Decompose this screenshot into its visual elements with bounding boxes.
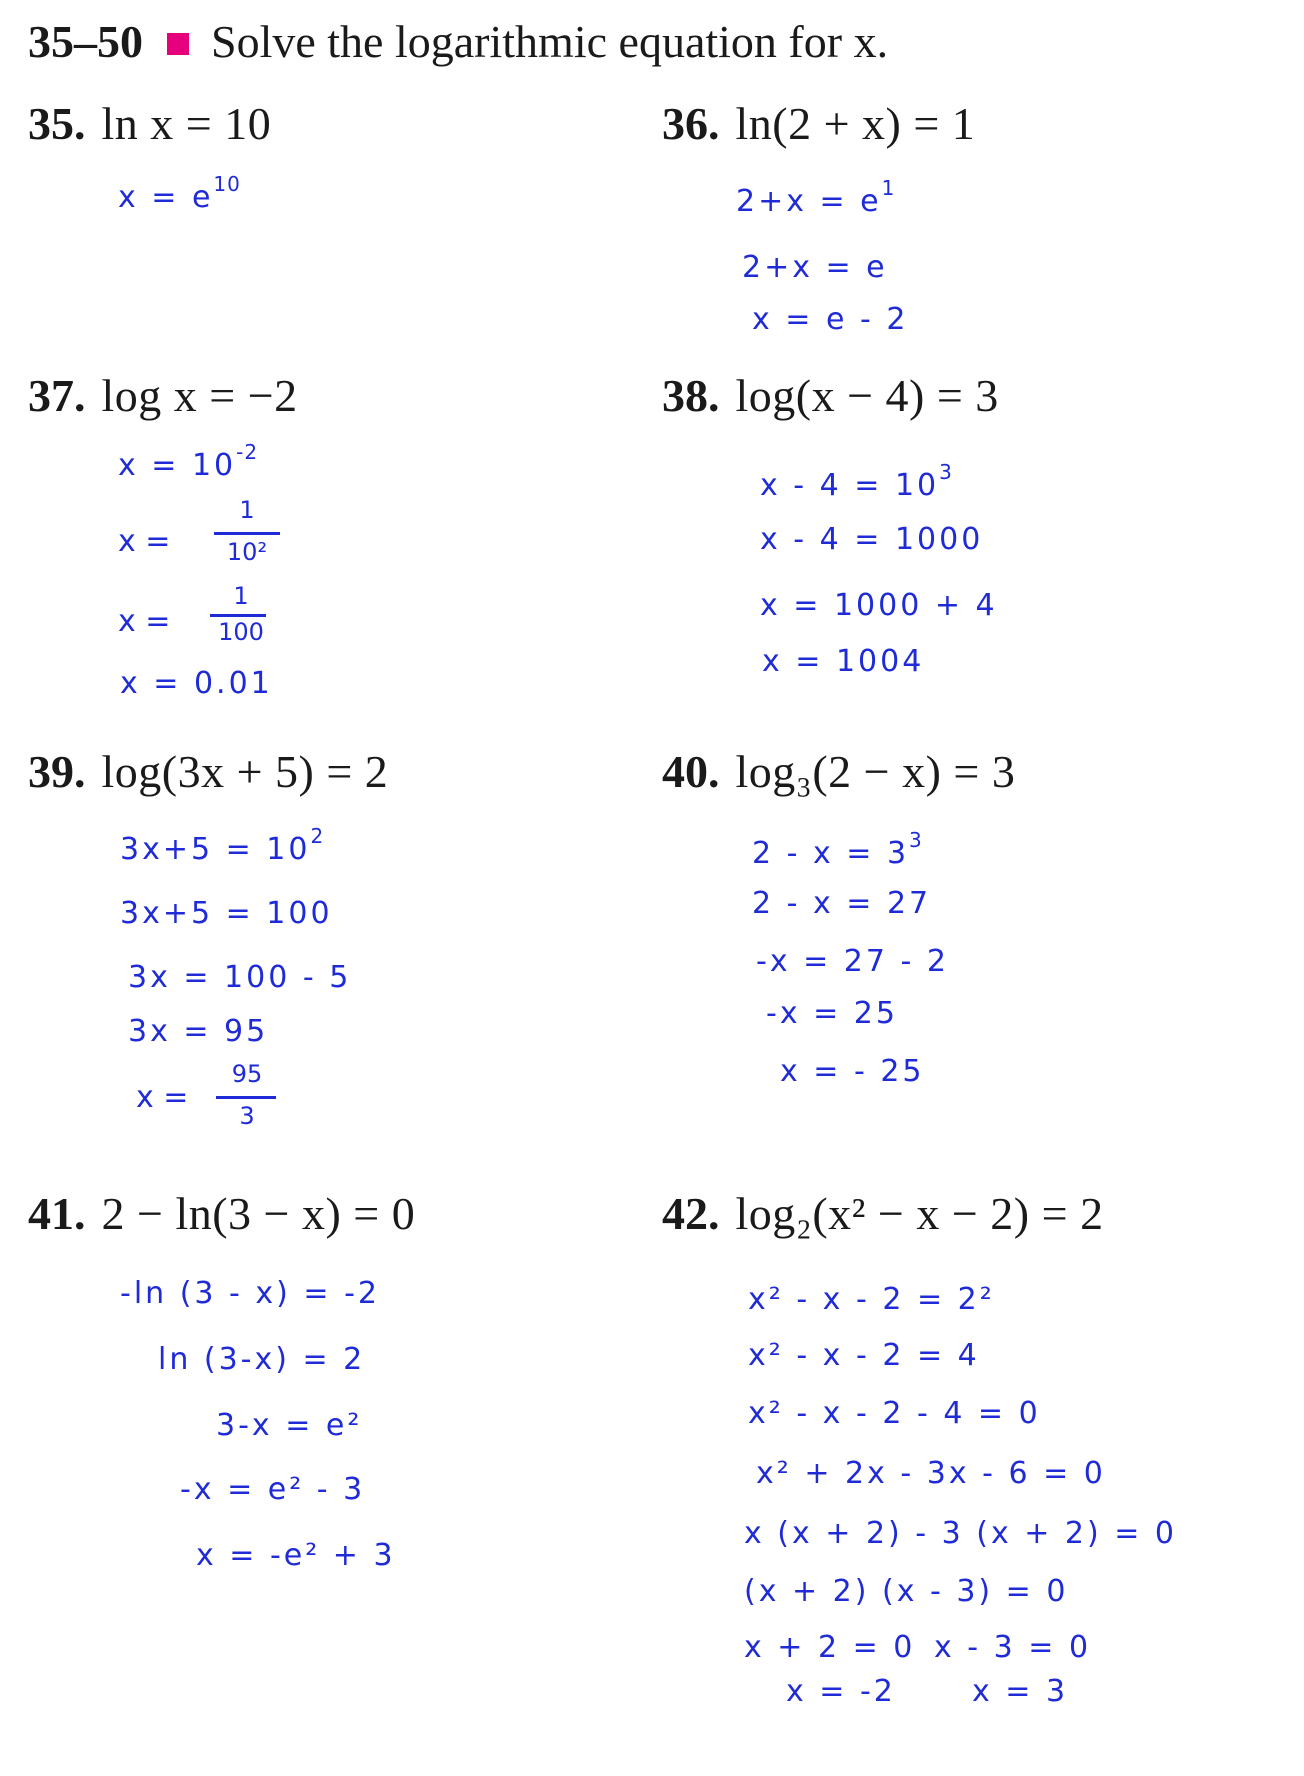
problem-equation: log(x − 4) = 3 — [735, 370, 999, 421]
problem-equation: log₃(2 − x) = 3 — [735, 746, 1016, 797]
work-step: x² + 2x - 3x - 6 = 0 — [756, 1456, 1106, 1491]
magenta-square-icon — [167, 33, 189, 55]
problem-number: 42. — [662, 1188, 720, 1239]
work-step: 3x = 95 — [128, 1014, 269, 1049]
work-step: x² - x - 2 = 2² — [748, 1282, 995, 1317]
work-step: $x = e^{10}$ — [118, 172, 241, 215]
work-step: $3x+5 = 10^2$ — [120, 824, 325, 867]
work-step: x = 0.01 — [120, 666, 273, 701]
fraction-step: x = 95 3 — [136, 1060, 276, 1140]
work-step: (x + 2) (x - 3) = 0 — [744, 1574, 1069, 1609]
problem-37 — [28, 368, 298, 424]
work-step: ln (3-x) = 2 — [158, 1342, 366, 1377]
work-step: 3-x = e² — [216, 1408, 363, 1443]
work-step: x = 1000 + 4 — [760, 588, 998, 623]
problem-40 — [662, 744, 1015, 800]
problem-number: 37. — [28, 370, 86, 421]
work-step: -x = e² - 3 — [180, 1472, 366, 1507]
problem-36 — [662, 96, 975, 152]
work-step: -x = 27 - 2 — [756, 944, 949, 979]
work-step: 3x = 100 - 5 — [128, 960, 352, 995]
work-step: $x - 4 = 10^3$ — [760, 460, 953, 503]
work-step: $2+x = e^1$ — [736, 176, 896, 219]
work-step: x = -e² + 3 — [196, 1538, 396, 1573]
work-step: x - 4 = 1000 — [760, 522, 984, 557]
work-step: 2+x = e — [742, 250, 888, 285]
work-step: x² - x - 2 = 4 — [748, 1338, 980, 1373]
problem-number: 35. — [28, 98, 86, 149]
section-header — [28, 14, 888, 70]
problem-39 — [28, 744, 388, 800]
work-step: 3x+5 = 100 — [120, 896, 333, 931]
problem-equation: ln(2 + x) = 1 — [735, 98, 976, 149]
problem-42 — [662, 1186, 1104, 1242]
problem-number: 39. — [28, 746, 86, 797]
work-step: -ln (3 - x) = -2 — [120, 1276, 380, 1311]
fraction-step: x = 1 10² — [118, 496, 278, 582]
work-step: $x = 10^{-2}$ — [118, 440, 259, 483]
problem-equation: log₂(x² − x − 2) = 2 — [735, 1188, 1104, 1239]
work-step: $2 - x = 3^3$ — [752, 828, 923, 871]
problem-equation: log(3x + 5) = 2 — [101, 746, 389, 797]
problem-range: 35–50 — [28, 16, 143, 67]
work-step: x - 3 = 0 — [934, 1630, 1092, 1665]
work-step: 2 - x = 27 — [752, 886, 932, 921]
fraction-step: x = 1 100 — [118, 584, 278, 670]
work-step: -x = 25 — [766, 996, 898, 1031]
problem-38 — [662, 368, 999, 424]
problem-number: 40. — [662, 746, 720, 797]
instruction-text: Solve the logarithmic equation for x. — [211, 16, 889, 67]
problem-number: 38. — [662, 370, 720, 421]
work-step: x = 3 — [972, 1674, 1069, 1709]
work-step: x = 1004 — [762, 644, 925, 679]
problem-number: 41. — [28, 1188, 86, 1239]
work-step: x² - x - 2 - 4 = 0 — [748, 1396, 1041, 1431]
problem-41 — [28, 1186, 415, 1242]
problem-equation: ln x = 10 — [101, 98, 272, 149]
work-step: x (x + 2) - 3 (x + 2) = 0 — [744, 1516, 1178, 1551]
work-step: x = - 25 — [780, 1054, 925, 1089]
work-step: x = -2 — [786, 1674, 896, 1709]
problem-number: 36. — [662, 98, 720, 149]
problem-equation: 2 − ln(3 − x) = 0 — [101, 1188, 416, 1239]
work-step: x = e - 2 — [752, 302, 909, 337]
work-step: x + 2 = 0 — [744, 1630, 916, 1665]
problem-equation: log x = −2 — [101, 370, 298, 421]
problem-35 — [28, 96, 271, 152]
